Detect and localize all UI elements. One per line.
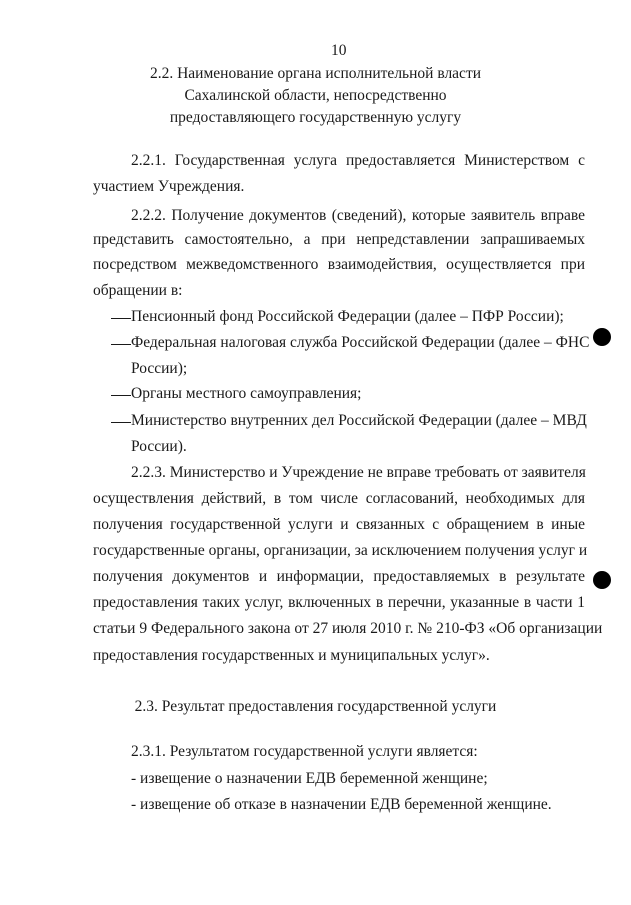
list-dash [111,344,131,345]
list-item-mvd-line-1: Министерство внутренних дел Российской Федерации (далее – МВД [131,412,587,429]
result-item-refusal: - извещение об отказе в назначении ЕДВ беременной женщине. [131,796,552,813]
list-item-local-government: Органы местного самоуправления; [131,385,362,402]
list-item-fns-line-2: России); [131,360,188,377]
paragraph-2-3-1-line-1: 2.3.1. Результатом государственной услуги является: [131,743,478,760]
list-dash [111,395,131,396]
section-heading-2-2-line-2: Сахалинской области, непосредственно [184,87,447,104]
paragraph-2-2-3-line-6: предоставления таких услуг, включенных в перечни, указанные в части 1 [93,594,585,611]
paragraph-2-2-3-line-8: предоставления государственных и муниципальных услуг». [93,647,490,664]
paragraph-2-2-3-line-1: 2.2.3. Министерство и Учреждение не вправе требовать от заявителя [131,464,586,481]
hole-punch-mark [593,328,611,346]
result-item-approval: - извещение о назначении ЕДВ беременной женщине; [131,770,488,787]
paragraph-2-2-3-line-3: получения государственной услуги и связанных с обращением в иные [93,516,585,533]
paragraph-2-2-3-line-5: получения документов и информации, предоставляемых в результате [93,568,585,585]
paragraph-2-2-2-line-2: представить самостоятельно, а при непредставлении запрашиваемых [93,231,585,248]
section-heading-2-2-line-3: предоставляющего государственную услугу [169,109,462,126]
section-heading-2-3: 2.3. Результат предоставления государственной услуги [134,698,497,715]
list-dash [111,422,131,423]
list-dash [111,318,131,319]
paragraph-2-2-3-line-7: статьи 9 Федерального закона от 27 июля 2010 г. № 210-ФЗ «Об организации [93,620,603,637]
paragraph-2-2-2-line-4: обращении в: [93,282,183,299]
list-item-fns-line-1: Федеральная налоговая служба Российской Федерации (далее – ФНС [131,334,590,351]
paragraph-2-2-2-line-3: посредством межведомственного взаимодействия, осуществляется при [93,256,585,273]
paragraph-2-2-1-line-1: 2.2.1. Государственная услуга предоставляется Министерством с [131,152,585,169]
paragraph-2-2-2-line-1: 2.2.2. Получение документов (сведений), которые заявитель вправе [131,207,585,224]
paragraph-2-2-1-line-2: участием Учреждения. [93,178,245,195]
list-item-mvd-line-2: России). [131,438,187,455]
hole-punch-mark [593,571,611,589]
paragraph-2-2-3-line-2: осуществления действий, в том числе согласований, необходимых для [93,490,585,507]
page-number: 10 [331,42,347,59]
list-item-pfr: Пенсионный фонд Российской Федерации (далее – ПФР России); [131,308,564,325]
paragraph-2-2-3-line-4: государственные органы, организации, за исключением получения услуг и [93,542,588,559]
section-heading-2-2-line-1: 2.2. Наименование органа исполнительной власти [149,65,482,82]
